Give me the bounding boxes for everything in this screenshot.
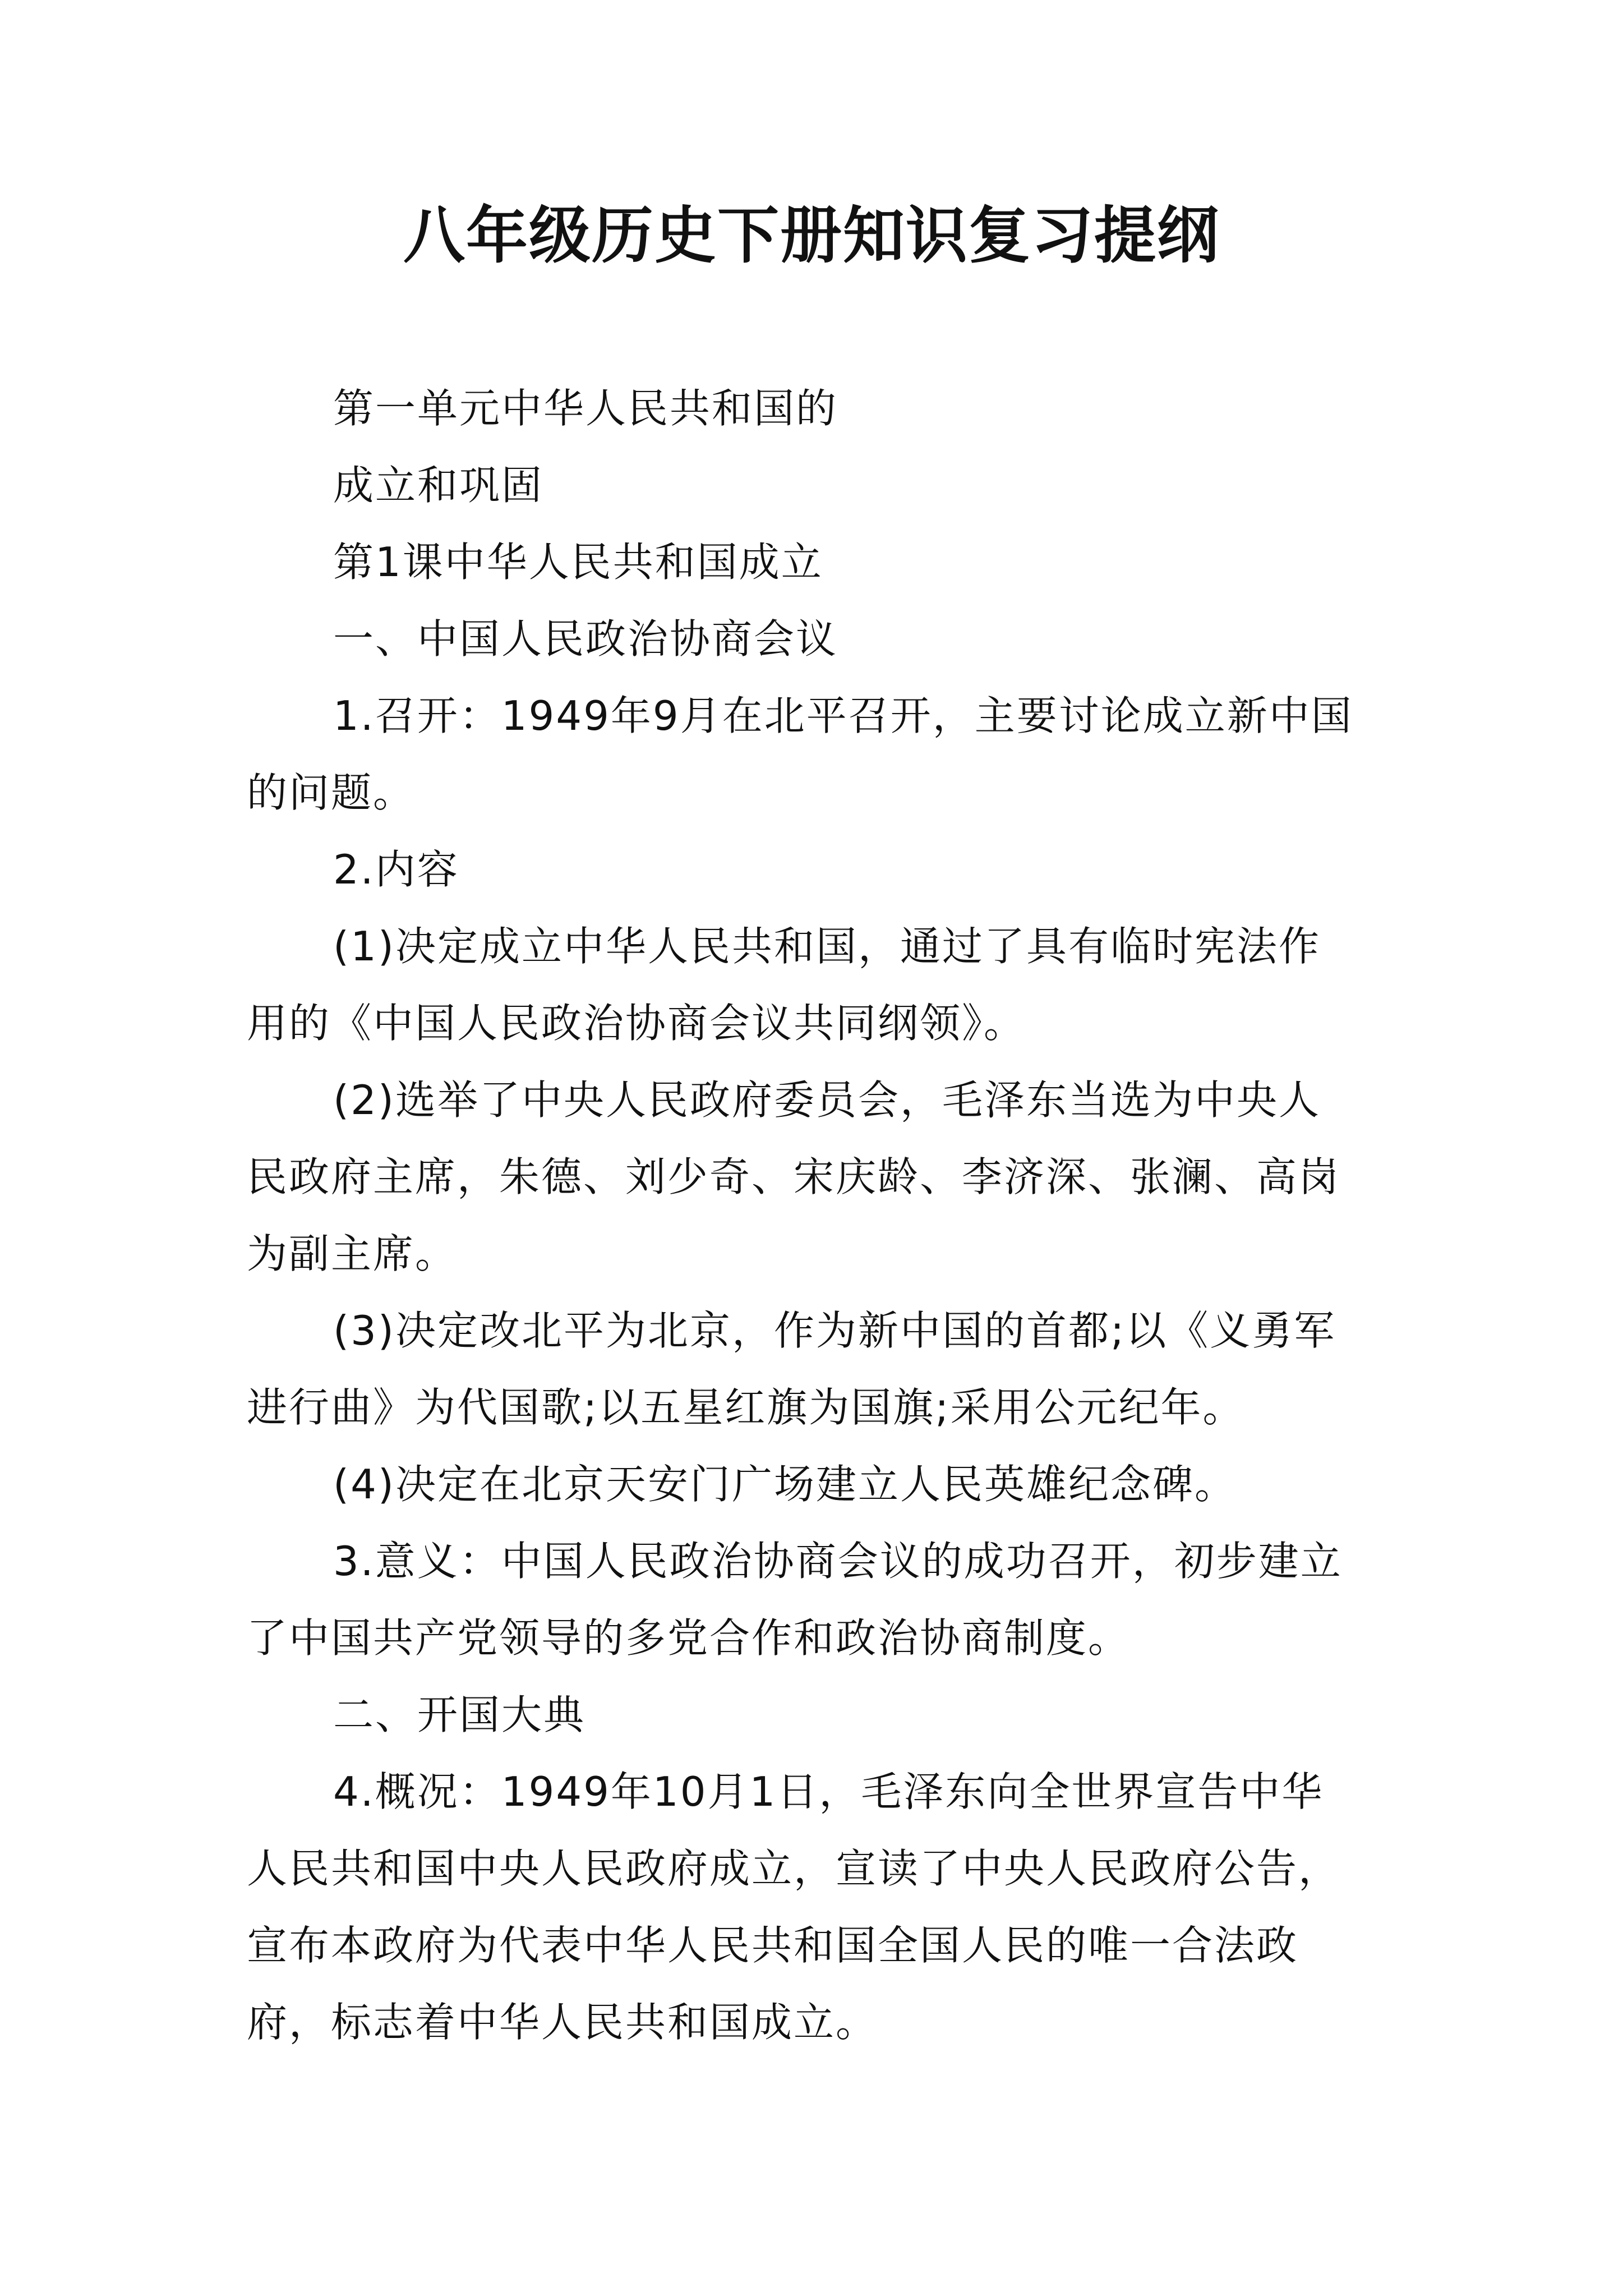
body-line: 1.召开：1949年9月在北平召开，主要讨论成立新中国	[333, 692, 1353, 739]
body-line: 为副主席。	[247, 1230, 458, 1277]
body-line: 3.意义：中国人民政治协商会议的成功召开，初步建立	[333, 1538, 1343, 1585]
body-line: 宣布本政府为代表中华人民共和国全国人民的唯一合法政	[247, 1922, 1299, 1969]
body-line: 一、中国人民政治协商会议	[333, 615, 838, 662]
body-line: 进行曲》为代国歌;以五星红旗为国旗;采用公元纪年。	[247, 1384, 1245, 1431]
body-line: 成立和巩固	[333, 462, 544, 509]
body-line: (3)决定改北平为北京，作为新中国的首都;以《义勇军	[333, 1307, 1336, 1354]
document-body	[247, 370, 1380, 2061]
body-line: (2)选举了中央人民政府委员会，毛泽东当选为中央人	[333, 1076, 1321, 1124]
body-line: 第1课中华人民共和国成立	[333, 539, 823, 586]
document-title: 八年级历史下册知识复习提纲	[403, 199, 1220, 272]
body-line: 了中国共产党领导的多党合作和政治协商制度。	[247, 1614, 1131, 1662]
body-line: 二、开国大典	[333, 1691, 586, 1738]
body-line: (4)决定在北京天安门广场建立人民英雄纪念碑。	[333, 1461, 1237, 1508]
body-line: 的问题。	[247, 769, 416, 816]
body-line: 第一单元中华人民共和国的	[333, 385, 838, 432]
body-line: (1)决定成立中华人民共和国，通过了具有临时宪法作	[333, 923, 1321, 970]
body-line: 府，标志着中华人民共和国成立。	[247, 1999, 878, 2046]
body-line: 用的《中国人民政治协商会议共同纲领》。	[247, 1000, 1026, 1047]
body-line: 人民共和国中央人民政府成立，宣读了中央人民政府公告，	[247, 1845, 1341, 1892]
body-line: 4.概况：1949年10月1日，毛泽东向全世界宣告中华	[333, 1768, 1324, 1815]
body-line: 2.内容	[333, 846, 459, 893]
body-line: 民政府主席，朱德、刘少奇、宋庆龄、李济深、张澜、高岗	[247, 1153, 1341, 1200]
